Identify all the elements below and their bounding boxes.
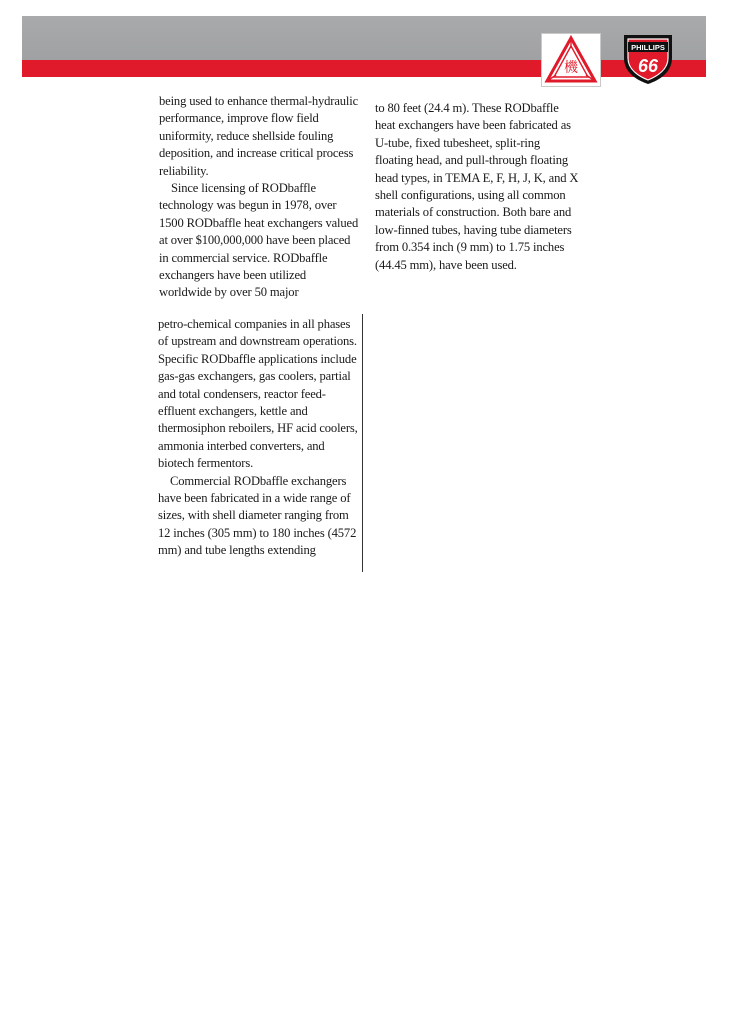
text-column-2 xyxy=(158,316,358,560)
text-column-3 xyxy=(375,100,580,274)
header-red-stripe xyxy=(22,60,706,77)
shield-brand-text: PHILLIPS xyxy=(631,43,665,52)
triangle-emblem-glyph: 機 xyxy=(564,60,578,76)
phillips-66-shield-logo xyxy=(620,32,676,86)
column3-paragraph-1: to 80 feet (24.4 m). These RODbaffle heat exchangers have been fabricated as U-tube, fixed tubesheet, split-ring floating head, and pull-through floating head types, in TEMA E, F, H, J, K, and X shell configurations, using all common materials of construction. Both bare and low-finned tubes, having tube diameters from 0.354 inch (9 mm) to 1.75 inches (44.45 mm), have been used. xyxy=(375,101,579,272)
column2-paragraph-2: Commercial RODbaffle exchangers have been fabricated in a wide range of sizes, with shell diameter ranging from 12 inches (305 mm) to 180 inches (4572 mm) and tube lengths extending xyxy=(158,473,357,558)
triangle-emblem-logo xyxy=(541,33,601,87)
column2-paragraph-1: petro-chemical companies in all phases of upstream and downstream operations. Specific RODbaffle applications include gas-gas exchangers, gas coolers, partial and total condensers, reactor feed-effluent exchangers, kettle and thermosiphon reboilers, HF acid coolers, ammonia interbed converters, and biotech fermentors. xyxy=(158,317,358,471)
column1-paragraph-1: being used to enhance thermal-hydraulic performance, improve flow field uniformity, reduce shellside fouling deposition, and increase critical process reliability. xyxy=(159,94,359,178)
column1-paragraph-2: Since licensing of RODbaffle technology was begun in 1978, over 1500 RODbaffle heat exchangers valued at over $100,000,000 have been placed in commercial service. RODbaffle exchangers have been utilized worldwide by over 50 major xyxy=(159,181,359,300)
text-column-1 xyxy=(159,93,359,302)
shield-number-text: 66 xyxy=(637,56,659,76)
column-divider-rule xyxy=(362,314,363,572)
